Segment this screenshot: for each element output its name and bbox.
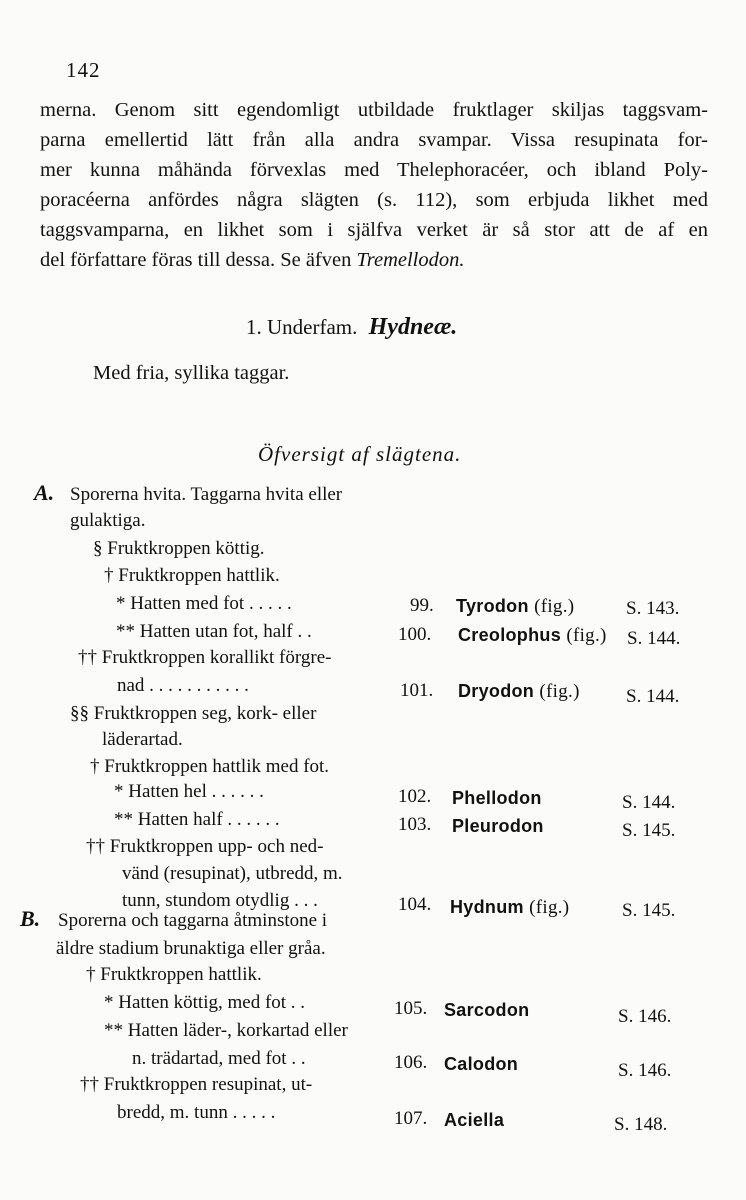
figure-reference: (fig.)	[539, 681, 580, 702]
key-line: ** Hatten läder-, korkartad eller	[104, 1020, 348, 1041]
genus-number: 101.	[400, 680, 434, 701]
key-line: läderartad.	[102, 729, 183, 750]
figure-reference: (fig.)	[534, 596, 575, 617]
genus-name	[444, 1000, 529, 1021]
key-line: Sporerna hvita. Taggarna hvita eller	[70, 484, 343, 505]
intro-line: taggsvamparna, en likhet som i själfva verket är så stor att de af en	[40, 219, 708, 241]
key-line: § Fruktkroppen köttig.	[93, 538, 265, 559]
genus-number: 106.	[394, 1052, 428, 1073]
page-reference: S. 144.	[627, 628, 681, 649]
key-line: gulaktiga.	[70, 510, 146, 531]
genus-name-text: Calodon	[444, 1054, 519, 1074]
key-line: † Fruktkroppen hattlik.	[104, 565, 280, 586]
genus-name	[450, 897, 569, 919]
genus-number: 99.	[410, 595, 434, 616]
key-line: Sporerna och taggarna åtminstone i	[58, 910, 328, 931]
subfamily-name: Hydneæ.	[368, 314, 458, 340]
intro-genus-reference: Tremellodon.	[356, 249, 465, 271]
key-line: n. trädartad, med fot . .	[132, 1048, 306, 1069]
key-line: §§ Fruktkroppen seg, kork- eller	[70, 703, 317, 724]
page-reference: S. 146.	[618, 1060, 672, 1081]
genus-name	[452, 816, 544, 837]
key-line: ** Hatten utan fot, half . .	[116, 621, 312, 642]
page-reference: S. 148.	[614, 1114, 668, 1135]
key-line: †† Fruktkroppen upp- och ned-	[86, 836, 324, 857]
genus-name-text: Dryodon	[458, 681, 535, 701]
intro-line: mer kunna måhända förvexlas med Thelephoracéer, och ibland Poly-	[40, 159, 708, 181]
key-line: †† Fruktkroppen resupinat, ut-	[80, 1074, 313, 1095]
genus-name-text: Sarcodon	[444, 1000, 530, 1020]
genus-name	[444, 1054, 518, 1075]
intro-line: parna emellertid lätt från alla andra svampar. Vissa resupinata for-	[40, 129, 708, 151]
genus-number: 100.	[398, 624, 432, 645]
genus-name	[456, 596, 574, 618]
genus-name-text: Tyrodon	[456, 596, 529, 616]
genus-name-text: Hydnum	[450, 897, 524, 917]
key-line: †† Fruktkroppen korallikt förgre-	[78, 647, 332, 668]
key-line: tunn, stundom otydlig . . .	[122, 890, 318, 911]
key-line: bredd, m. tunn . . . . .	[117, 1102, 276, 1123]
subfamily-label: 1. Underfam.	[246, 315, 358, 339]
genus-name-text: Creolophus	[458, 625, 562, 645]
figure-reference: (fig.)	[529, 897, 570, 918]
page-number: 142	[66, 58, 101, 82]
key-letter-a: A.	[34, 480, 55, 505]
genus-name	[444, 1110, 504, 1131]
page-reference: S. 145.	[622, 820, 676, 841]
key-line: äldre stadium brunaktiga eller gråa.	[56, 938, 326, 959]
key-line: vänd (resupinat), utbredd, m.	[122, 863, 343, 884]
genus-name-text: Pleurodon	[452, 816, 544, 836]
key-line: * Hatten köttig, med fot . .	[104, 992, 306, 1013]
subfamily-description: Med fria, syllika taggar.	[93, 362, 290, 384]
key-letter-b: B.	[20, 906, 41, 931]
intro-line: poracéerna anfördes några slägten (s. 112), som erbjuda likhet med	[40, 189, 708, 211]
key-line: * Hatten med fot . . . . .	[116, 593, 292, 614]
key-line: † Fruktkroppen hattlik med fot.	[90, 756, 330, 777]
page-reference: S. 146.	[618, 1006, 672, 1027]
page-reference: S. 145.	[622, 900, 676, 921]
overview-title: Öfversigt af slägtena.	[258, 442, 462, 466]
figure-reference: (fig.)	[566, 625, 607, 646]
genus-number: 102.	[398, 786, 432, 807]
intro-line: merna. Genom sitt egendomligt utbildade fruktlager skiljas taggsvam-	[40, 99, 708, 121]
genus-name	[458, 625, 607, 647]
genus-number: 103.	[398, 814, 432, 835]
intro-last-text: del författare föras till dessa. Se äfven	[40, 249, 352, 271]
page-reference: S. 143.	[626, 598, 680, 619]
genus-name-text: Aciella	[444, 1110, 505, 1130]
page-reference: S. 144.	[622, 792, 676, 813]
genus-number: 107.	[394, 1108, 428, 1129]
genus-name-text: Phellodon	[452, 788, 542, 808]
genus-number: 105.	[394, 998, 428, 1019]
genus-name	[452, 788, 542, 809]
key-line: † Fruktkroppen hattlik.	[86, 964, 262, 985]
key-line: * Hatten hel . . . . . .	[114, 781, 264, 802]
key-line: ** Hatten half . . . . . .	[114, 809, 280, 830]
key-line: nad . . . . . . . . . . .	[117, 675, 249, 696]
genus-number: 104.	[398, 894, 432, 915]
page-reference: S. 144.	[626, 686, 680, 707]
genus-name	[458, 681, 580, 703]
